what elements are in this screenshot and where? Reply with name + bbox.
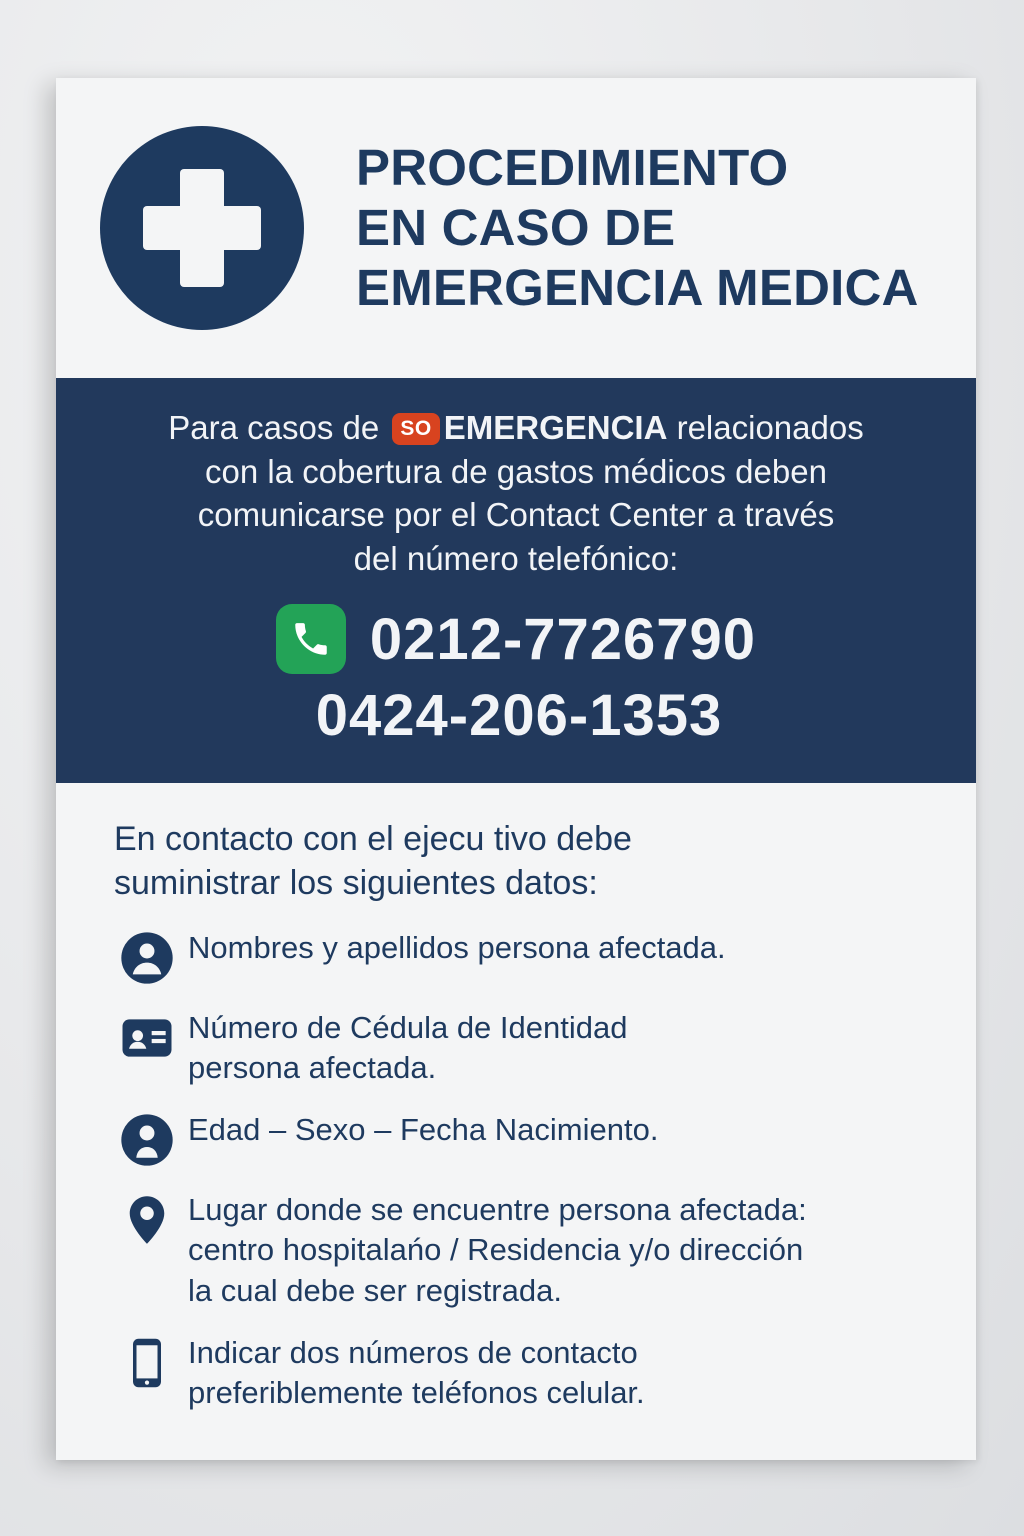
- list-item-line: Nombres y apellidos persona afectada.: [188, 929, 726, 965]
- contact-banner: [56, 378, 976, 783]
- list-item-text: [180, 1190, 807, 1311]
- mobile-phone-icon: [114, 1333, 180, 1391]
- phone-icon: [276, 604, 346, 674]
- list-item-line: Número de Cédula de Identidad: [188, 1009, 628, 1045]
- instruction-line-1: [96, 406, 936, 450]
- required-data-section: [56, 783, 976, 1455]
- list-item-line: Edad – Sexo – Fecha Nacimiento.: [188, 1112, 659, 1148]
- list-item-line: centro hospitalańo / Residencia y/o dirección: [188, 1232, 804, 1268]
- id-card-icon: [114, 1008, 180, 1066]
- instruction-emphasis: EMERGENCIA: [443, 409, 668, 446]
- list-item-text: [180, 928, 726, 968]
- list-item-text: [180, 1008, 627, 1089]
- instruction-line-3: comunicarse por el Contact Center a través: [197, 496, 835, 534]
- page-title: [356, 138, 919, 319]
- list-item: [114, 1110, 928, 1168]
- list-item-line: preferiblemente teléfonos celular.: [188, 1375, 645, 1411]
- phone-number-secondary[interactable]: 0424-206-1353: [315, 683, 723, 749]
- section-lead: [114, 817, 928, 905]
- status-badge: SO: [392, 413, 439, 445]
- list-item-text: [180, 1333, 645, 1414]
- requirements-list: [114, 928, 928, 1414]
- list-item-line: persona afectada.: [188, 1049, 437, 1085]
- list-item-line: Indicar dos números de contacto: [188, 1335, 638, 1371]
- instruction-text: [96, 406, 936, 580]
- emergency-procedure-poster: [56, 78, 976, 1460]
- location-pin-icon: [114, 1190, 180, 1248]
- list-item: [114, 1008, 928, 1089]
- list-item: [114, 1333, 928, 1414]
- title-line-1: PROCEDIMIENTO: [356, 138, 789, 196]
- list-item-text: [180, 1110, 658, 1150]
- list-item-line: Lugar donde se encuentre persona afectada:: [188, 1192, 807, 1228]
- instruction-line-4: del número telefónico:: [353, 539, 679, 577]
- section-lead-line-1: En contacto con el ejecu tivo debe: [114, 820, 632, 859]
- instruction-line-2: con la cobertura de gastos médicos deben: [205, 452, 827, 490]
- person-circle-icon: [114, 928, 180, 986]
- instruction-line-1-pre: Para casos de: [168, 409, 389, 446]
- title-line-3: EMERGENCIA MEDICA: [356, 259, 919, 317]
- list-item: [114, 1190, 928, 1311]
- medical-cross-icon: [100, 126, 304, 330]
- list-item-line: la cual debe ser registrada.: [188, 1272, 562, 1308]
- primary-phone-row[interactable]: [96, 604, 936, 674]
- list-item: [114, 928, 928, 986]
- section-lead-line-2: suministrar los siguientes datos:: [114, 864, 598, 903]
- title-line-2: EN CASO DE: [356, 198, 676, 256]
- poster-header: [56, 78, 976, 378]
- person-circle-icon: [114, 1110, 180, 1168]
- instruction-line-1-post: relacionados: [667, 409, 864, 446]
- phone-number-primary[interactable]: 0212-7726790: [369, 606, 757, 672]
